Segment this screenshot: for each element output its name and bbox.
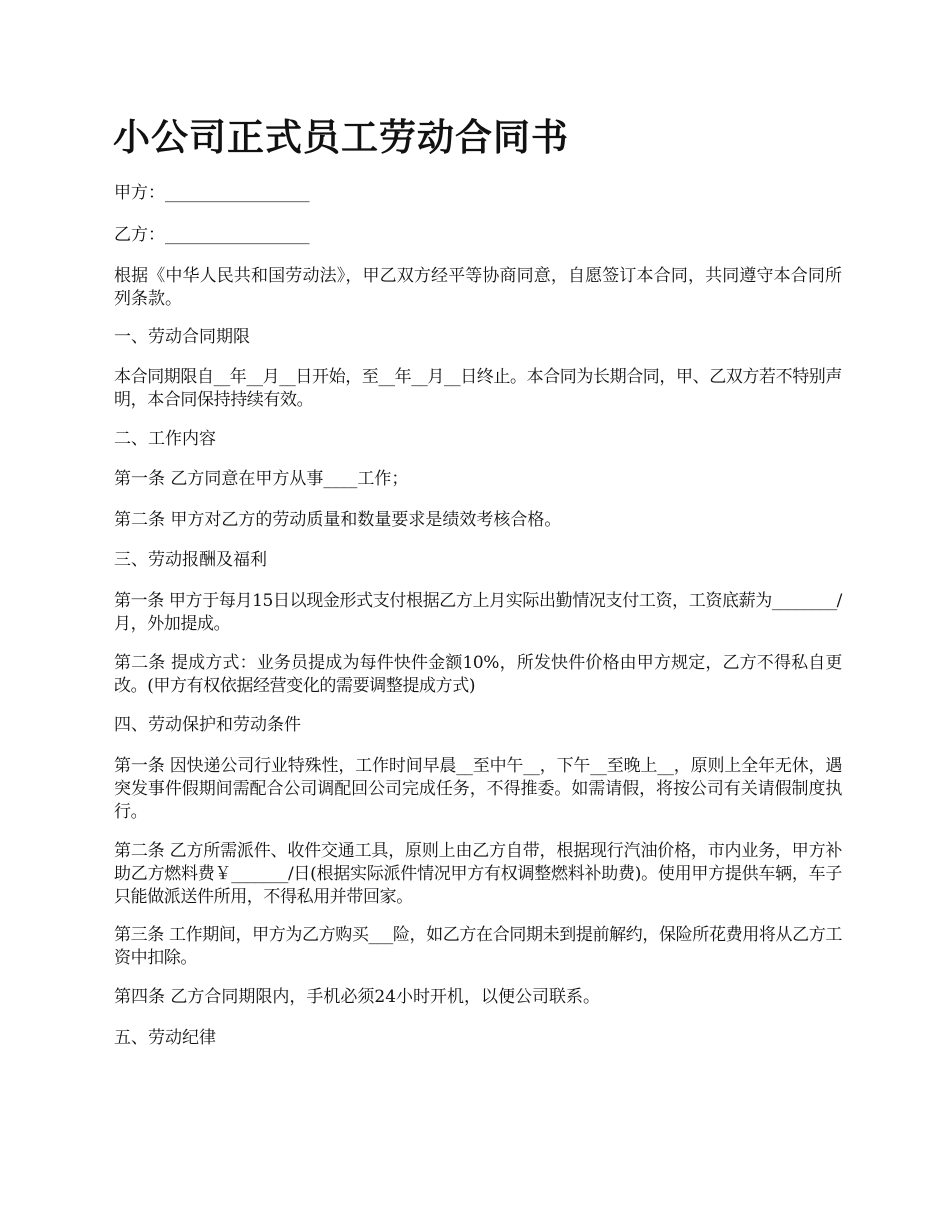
- section-heading-3: 三、劳动报酬及福利: [114, 550, 267, 570]
- protection-article-3: 第三条 工作期间，甲方为乙方购买___险，如乙方在合同期未到提前解约，保险所花费用将从乙方工资中扣除。: [114, 925, 842, 968]
- work-content-article-1: 第一条 乙方同意在甲方从事____工作；: [114, 469, 409, 489]
- section-heading-4: 四、劳动保护和劳动条件: [114, 715, 301, 735]
- section-heading-1: 一、劳动合同期限: [114, 327, 250, 347]
- work-content-article-2: 第二条 甲方对乙方的劳动质量和数量要求是绩效考核合格。: [114, 510, 562, 530]
- party-b-line: 乙方：_________________: [114, 225, 310, 245]
- document-title: 小公司正式员工劳动合同书: [113, 115, 569, 159]
- party-a-line: 甲方：_________________: [114, 183, 310, 203]
- contract-term-paragraph: 本合同期限自__年__月__日开始，至__年__月__日终止。本合同为长期合同，甲、乙双方若不特别声明，本合同保持持续有效。: [114, 367, 842, 410]
- protection-article-4: 第四条 乙方合同期限内，手机必须24小时开机，以便公司联系。: [114, 987, 601, 1007]
- section-heading-2: 二、工作内容: [114, 429, 216, 449]
- salary-article-1: 第一条 甲方于每月15日以现金形式支付根据乙方上月实际出勤情况支付工资，工资底薪为________/月，外加提成。: [114, 591, 842, 634]
- section-heading-5: 五、劳动纪律: [114, 1028, 216, 1048]
- protection-article-1: 第一条 因快递公司行业特殊性，工作时间早晨__至中午__，下午__至晚上__，原则上全年无休，遇突发事件假期间需配合公司调配回公司完成任务，不得推委。如需请假，将按公司有关请假制度执行。: [114, 756, 842, 822]
- salary-article-2: 第二条 提成方式：业务员提成为每件快件金额10%，所发快件价格由甲方规定，乙方不得私自更改。(甲方有权依据经营变化的需要调整提成方式): [114, 653, 842, 696]
- preamble-paragraph: 根据《中华人民共和国劳动法》，甲乙双方经平等协商同意，自愿签订本合同，共同遵守本合同所列条款。: [114, 266, 842, 309]
- protection-article-2: 第二条 乙方所需派件、收件交通工具，原则上由乙方自带，根据现行汽油价格，市内业务，甲方补助乙方燃料费￥_______/日(根据实际派件情况甲方有权调整燃料补助费)。使用甲方提供车辆，车子只能做派送件所用，不得私用并带回家。: [114, 841, 842, 907]
